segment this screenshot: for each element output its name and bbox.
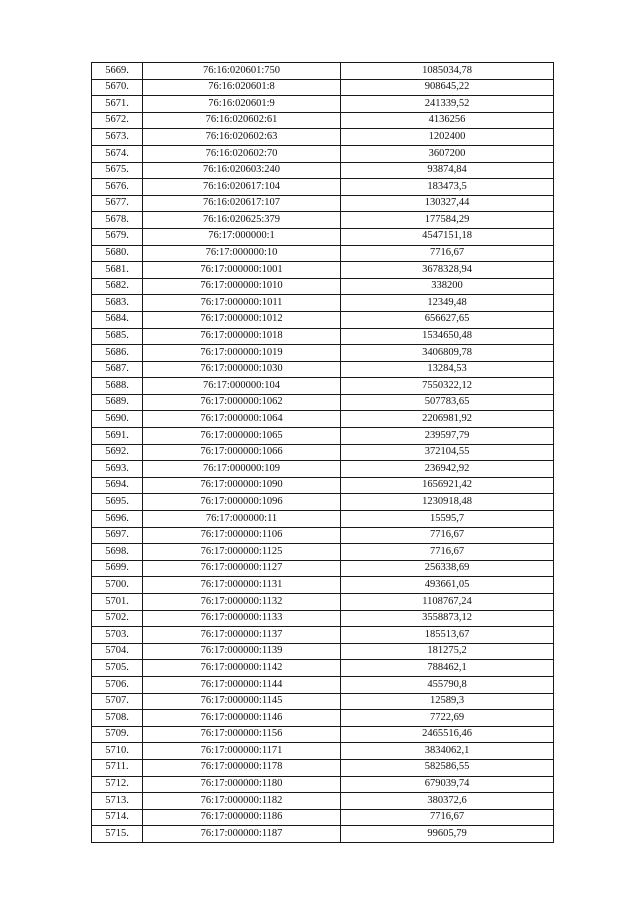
row-number-cell: 5690. [92,411,143,428]
row-number-cell: 5671. [92,96,143,113]
cadastral-number-cell: 76:17:000000:1144 [143,676,341,693]
value-cell: 3834062,1 [341,743,554,760]
table-row [92,262,554,279]
table-row [92,411,554,428]
value-cell: 3607200 [341,145,554,162]
row-number-cell: 5686. [92,345,143,362]
value-cell: 7716,67 [341,809,554,826]
row-number-cell: 5672. [92,112,143,129]
cadastral-number-cell: 76:16:020625:379 [143,212,341,229]
row-number-cell: 5683. [92,295,143,312]
row-number-cell: 5694. [92,477,143,494]
cadastral-number-cell: 76:16:020617:104 [143,179,341,196]
table-row [92,428,554,445]
table-body [92,63,554,843]
cadastral-number-cell: 76:17:000000:1010 [143,278,341,295]
row-number-cell: 5693. [92,461,143,478]
table-row [92,96,554,113]
value-cell: 507783,65 [341,394,554,411]
table-row [92,826,554,843]
table-row [92,726,554,743]
table-row [92,610,554,627]
cadastral-number-cell: 76:16:020601:8 [143,79,341,96]
value-cell: 2465516,46 [341,726,554,743]
cadastral-number-cell: 76:17:000000:1012 [143,311,341,328]
value-cell: 1108767,24 [341,594,554,611]
cadastral-number-cell: 76:16:020617:107 [143,195,341,212]
table-row [92,278,554,295]
row-number-cell: 5673. [92,129,143,146]
cadastral-number-cell: 76:16:020602:61 [143,112,341,129]
table-row [92,79,554,96]
table-row [92,710,554,727]
value-cell: 656627,65 [341,311,554,328]
value-cell: 7550322,12 [341,378,554,395]
value-cell: 3406809,78 [341,345,554,362]
table-row [92,212,554,229]
cadastral-number-cell: 76:17:000000:1171 [143,743,341,760]
table-row [92,461,554,478]
table-row [92,759,554,776]
cadastral-number-cell: 76:17:000000:1001 [143,262,341,279]
cadastral-number-cell: 76:17:000000:1145 [143,693,341,710]
value-cell: 1230918,48 [341,494,554,511]
row-number-cell: 5685. [92,328,143,345]
row-number-cell: 5669. [92,63,143,80]
cadastral-number-cell: 76:17:000000:1187 [143,826,341,843]
row-number-cell: 5682. [92,278,143,295]
value-cell: 1085034,78 [341,63,554,80]
value-cell: 93874,84 [341,162,554,179]
row-number-cell: 5700. [92,577,143,594]
row-number-cell: 5714. [92,809,143,826]
cadastral-number-cell: 76:16:020603:240 [143,162,341,179]
value-cell: 185513,67 [341,627,554,644]
row-number-cell: 5696. [92,511,143,528]
row-number-cell: 5712. [92,776,143,793]
value-cell: 493661,05 [341,577,554,594]
value-cell: 183473,5 [341,179,554,196]
value-cell: 13284,53 [341,361,554,378]
value-cell: 582586,55 [341,759,554,776]
cadastral-number-cell: 76:17:000000:1133 [143,610,341,627]
value-cell: 177584,29 [341,212,554,229]
value-cell: 7716,67 [341,245,554,262]
value-cell: 239597,79 [341,428,554,445]
cadastral-number-cell: 76:17:000000:1106 [143,527,341,544]
row-number-cell: 5711. [92,759,143,776]
cadastral-number-cell: 76:17:000000:1146 [143,710,341,727]
cadastral-number-cell: 76:17:000000:1178 [143,759,341,776]
table-row [92,477,554,494]
cadastral-number-cell: 76:17:000000:1090 [143,477,341,494]
row-number-cell: 5687. [92,361,143,378]
cadastral-number-cell: 76:17:000000:1066 [143,444,341,461]
table-row [92,527,554,544]
cadastral-number-cell: 76:17:000000:1131 [143,577,341,594]
cadastral-number-cell: 76:17:000000:109 [143,461,341,478]
value-cell: 7716,67 [341,544,554,561]
cadastral-value-table [91,62,554,843]
table-row [92,195,554,212]
row-number-cell: 5674. [92,145,143,162]
row-number-cell: 5702. [92,610,143,627]
table-row [92,361,554,378]
table-row [92,394,554,411]
table-row [92,112,554,129]
value-cell: 236942,92 [341,461,554,478]
cadastral-number-cell: 76:17:000000:1186 [143,809,341,826]
value-cell: 3558873,12 [341,610,554,627]
table-row [92,345,554,362]
value-cell: 181275,2 [341,643,554,660]
cadastral-number-cell: 76:16:020601:9 [143,96,341,113]
table-row [92,378,554,395]
value-cell: 1202400 [341,129,554,146]
table-row [92,660,554,677]
cadastral-number-cell: 76:17:000000:1156 [143,726,341,743]
value-cell: 908645,22 [341,79,554,96]
table-row [92,179,554,196]
row-number-cell: 5676. [92,179,143,196]
table-row [92,511,554,528]
row-number-cell: 5709. [92,726,143,743]
cadastral-number-cell: 76:17:000000:104 [143,378,341,395]
value-cell: 380372,6 [341,793,554,810]
row-number-cell: 5680. [92,245,143,262]
value-cell: 7722,69 [341,710,554,727]
row-number-cell: 5678. [92,212,143,229]
value-cell: 2206981,92 [341,411,554,428]
table-row [92,311,554,328]
cadastral-number-cell: 76:17:000000:11 [143,511,341,528]
row-number-cell: 5703. [92,627,143,644]
cadastral-number-cell: 76:17:000000:1142 [143,660,341,677]
row-number-cell: 5698. [92,544,143,561]
cadastral-number-cell: 76:17:000000:1019 [143,345,341,362]
value-cell: 338200 [341,278,554,295]
value-cell: 7716,67 [341,527,554,544]
cadastral-number-cell: 76:16:020602:70 [143,145,341,162]
table-row [92,494,554,511]
row-number-cell: 5704. [92,643,143,660]
table-row [92,560,554,577]
table-row [92,129,554,146]
table-row [92,793,554,810]
cadastral-number-cell: 76:17:000000:1132 [143,594,341,611]
table-row [92,577,554,594]
table-row [92,676,554,693]
cadastral-number-cell: 76:17:000000:1180 [143,776,341,793]
cadastral-number-cell: 76:17:000000:10 [143,245,341,262]
cadastral-number-cell: 76:17:000000:1182 [143,793,341,810]
row-number-cell: 5670. [92,79,143,96]
cadastral-number-cell: 76:17:000000:1030 [143,361,341,378]
row-number-cell: 5710. [92,743,143,760]
cadastral-number-cell: 76:17:000000:1137 [143,627,341,644]
value-cell: 455790,8 [341,676,554,693]
row-number-cell: 5699. [92,560,143,577]
row-number-cell: 5708. [92,710,143,727]
row-number-cell: 5688. [92,378,143,395]
value-cell: 372104,55 [341,444,554,461]
row-number-cell: 5697. [92,527,143,544]
cadastral-number-cell: 76:17:000000:1064 [143,411,341,428]
cadastral-number-cell: 76:17:000000:1011 [143,295,341,312]
value-cell: 15595,7 [341,511,554,528]
row-number-cell: 5701. [92,594,143,611]
table-row [92,594,554,611]
row-number-cell: 5689. [92,394,143,411]
value-cell: 788462,1 [341,660,554,677]
row-number-cell: 5705. [92,660,143,677]
table-row [92,444,554,461]
table-row [92,743,554,760]
table-row [92,63,554,80]
table-row [92,544,554,561]
row-number-cell: 5695. [92,494,143,511]
cadastral-number-cell: 76:17:000000:1096 [143,494,341,511]
row-number-cell: 5677. [92,195,143,212]
value-cell: 4136256 [341,112,554,129]
row-number-cell: 5679. [92,228,143,245]
row-number-cell: 5707. [92,693,143,710]
row-number-cell: 5713. [92,793,143,810]
cadastral-number-cell: 76:16:020602:63 [143,129,341,146]
table-row [92,643,554,660]
table-row [92,809,554,826]
cadastral-number-cell: 76:16:020601:750 [143,63,341,80]
value-cell: 1656921,42 [341,477,554,494]
value-cell: 12589,3 [341,693,554,710]
table-row [92,162,554,179]
row-number-cell: 5684. [92,311,143,328]
table-row [92,328,554,345]
table-row [92,145,554,162]
value-cell: 1534650,48 [341,328,554,345]
cadastral-number-cell: 76:17:000000:1065 [143,428,341,445]
table-row [92,776,554,793]
value-cell: 12349,48 [341,295,554,312]
table-row [92,228,554,245]
value-cell: 256338,69 [341,560,554,577]
cadastral-number-cell: 76:17:000000:1018 [143,328,341,345]
cadastral-number-cell: 76:17:000000:1062 [143,394,341,411]
row-number-cell: 5692. [92,444,143,461]
cadastral-number-cell: 76:17:000000:1125 [143,544,341,561]
value-cell: 241339,52 [341,96,554,113]
value-cell: 130327,44 [341,195,554,212]
row-number-cell: 5706. [92,676,143,693]
table-row [92,693,554,710]
cadastral-number-cell: 76:17:000000:1127 [143,560,341,577]
row-number-cell: 5675. [92,162,143,179]
table-row [92,245,554,262]
cadastral-number-cell: 76:17:000000:1139 [143,643,341,660]
cadastral-number-cell: 76:17:000000:1 [143,228,341,245]
row-number-cell: 5681. [92,262,143,279]
row-number-cell: 5691. [92,428,143,445]
value-cell: 99605,79 [341,826,554,843]
row-number-cell: 5715. [92,826,143,843]
value-cell: 4547151,18 [341,228,554,245]
table-row [92,295,554,312]
value-cell: 679039,74 [341,776,554,793]
table-row [92,627,554,644]
value-cell: 3678328,94 [341,262,554,279]
